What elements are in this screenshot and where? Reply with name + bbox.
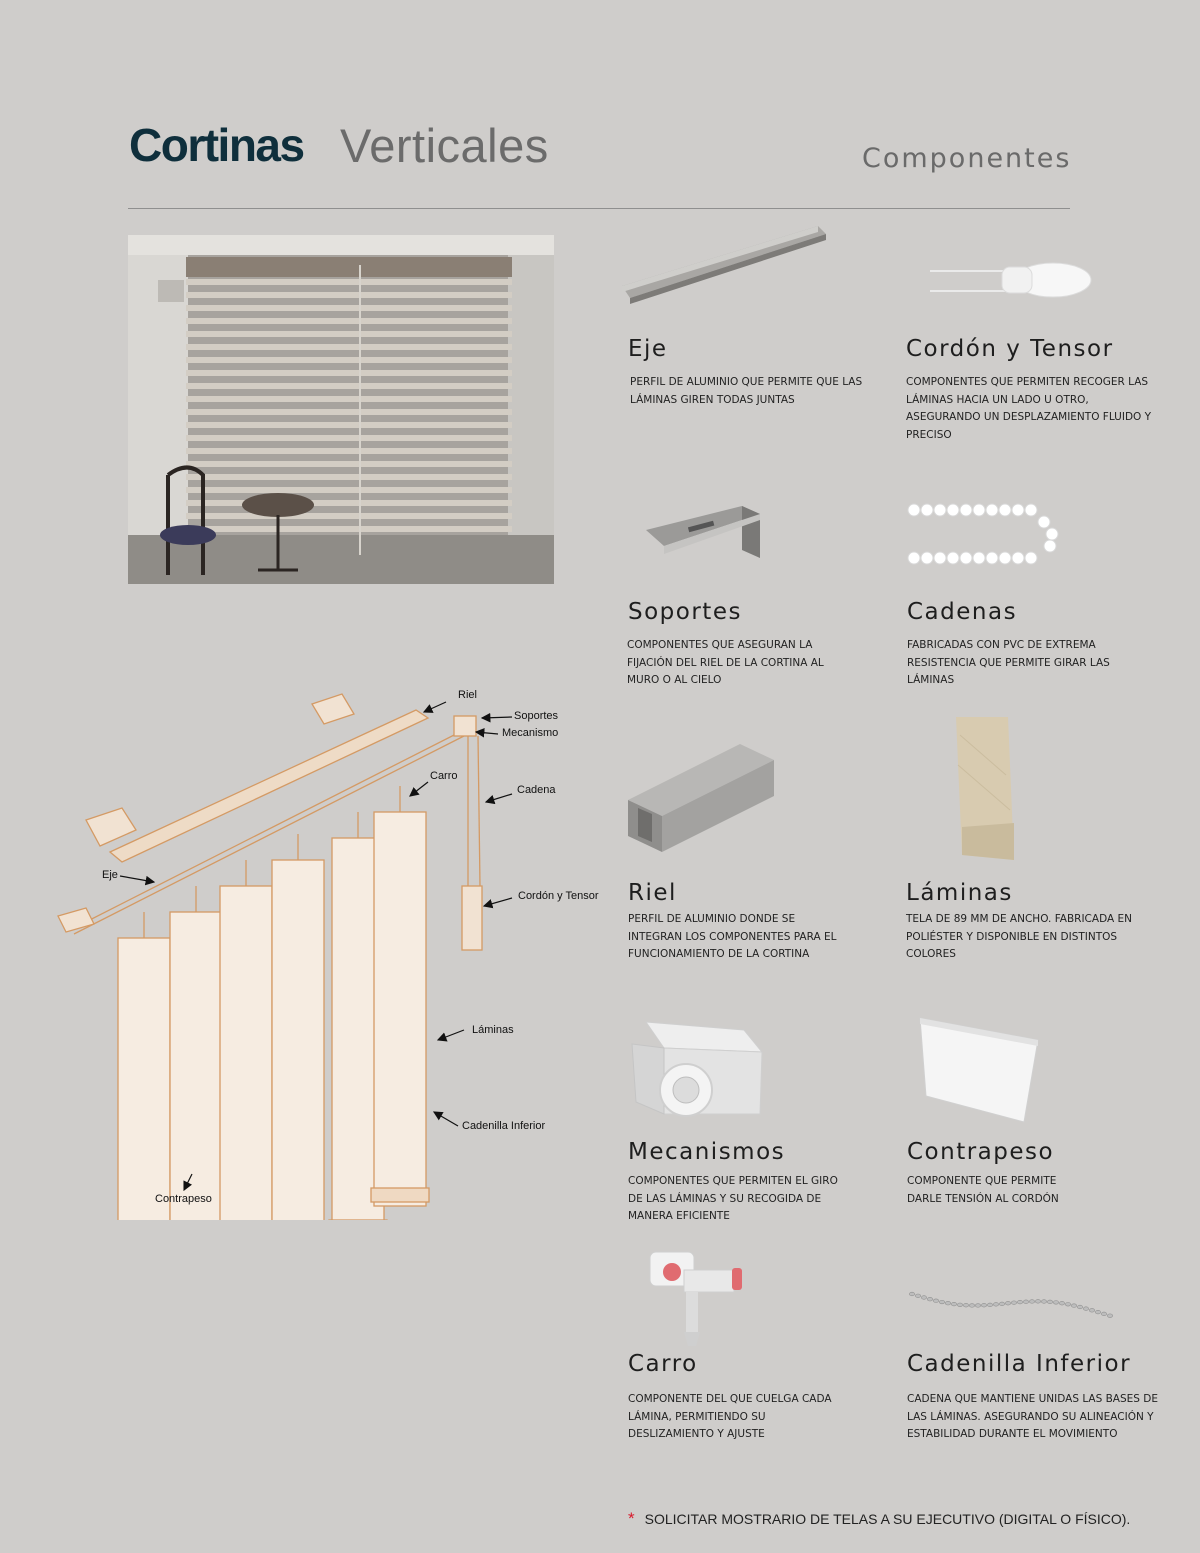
callout-contrapeso: Contrapeso <box>155 1193 212 1205</box>
component-title-riel: Riel <box>628 880 677 906</box>
footer-note-text: SOLICITAR MOSTRARIO DE TELAS A SU EJECUTIVO (DIGITAL O FÍSICO). <box>644 1511 1131 1527</box>
mecanismos-product-icon <box>628 1018 764 1136</box>
component-desc-cadenas: FABRICADAS CON PVC DE EXTREMA RESISTENCIA QUE PERMITE GIRAR LAS LÁMINAS <box>907 639 1110 687</box>
component-desc-contrapeso: COMPONENTE QUE PERMITE DARLE TENSIÓN AL CORDÓN <box>907 1175 1059 1205</box>
exploded-diagram-drawing <box>50 680 610 1220</box>
callout-soportes: Soportes <box>514 710 559 722</box>
component-desc-carro: COMPONENTE DEL QUE CUELGA CADA LÁMINA, PERMITIENDO SU DESLIZAMIENTO Y AJUSTE <box>628 1393 832 1441</box>
eje-product-icon <box>618 220 830 306</box>
room-photo-illustration <box>128 235 554 584</box>
callout-cadena: Cadena <box>517 784 556 796</box>
callout-cadenilla-inferior: Cadenilla Inferior <box>462 1120 546 1132</box>
component-title-carro: Carro <box>628 1351 698 1377</box>
room-photo <box>128 235 554 584</box>
exploded-diagram <box>50 680 610 1220</box>
component-title-cadenas: Cadenas <box>907 599 1018 625</box>
callout-mecanismo: Mecanismo <box>502 727 559 739</box>
carro-product-icon <box>640 1246 748 1348</box>
contrapeso-product-icon <box>914 1014 1042 1126</box>
callout-eje: Eje <box>102 869 118 881</box>
page-title-light: Verticales <box>340 119 549 172</box>
component-desc-soportes: COMPONENTES QUE ASEGURAN LA FIJACIÓN DEL RIEL DE LA CORTINA AL MURO O AL CIELO <box>627 639 824 687</box>
soportes-product-icon <box>642 500 772 562</box>
callout-laminas: Láminas <box>472 1024 514 1036</box>
laminas-product-icon <box>950 715 1026 865</box>
callout-carro: Carro <box>430 770 458 782</box>
component-title-laminas: Láminas <box>906 880 1013 906</box>
component-desc-mecanismos: COMPONENTES QUE PERMITEN EL GIRO DE LAS LÁMINAS Y SU RECOGIDA DE MANERA EFICIENTE <box>628 1175 838 1223</box>
callout-cordon-tensor: Cordón y Tensor <box>518 890 599 902</box>
header-divider <box>128 208 1070 209</box>
page-subtitle: Componentes <box>862 143 1072 174</box>
component-title-cordon-tensor: Cordón y Tensor <box>906 336 1114 362</box>
component-title-eje: Eje <box>628 336 668 362</box>
riel-product-icon <box>628 742 778 854</box>
component-desc-cadenilla-inferior: CADENA QUE MANTIENE UNIDAS LAS BASES DE LAS LÁMINAS. ASEGURANDO SU ALINEACIÓN Y ESTABILIDAD DURANTE EL MOVIMIENTO <box>907 1393 1159 1441</box>
footer-note-asterisk: * <box>628 1509 635 1528</box>
component-title-contrapeso: Contrapeso <box>907 1139 1055 1165</box>
component-title-soportes: Soportes <box>628 599 742 625</box>
component-desc-eje: PERFIL DE ALUMINIO QUE PERMITE QUE LAS LÁMINAS GIREN TODAS JUNTAS <box>630 376 863 406</box>
callout-riel: Riel <box>458 689 477 701</box>
component-title-cadenilla-inferior: Cadenilla Inferior <box>907 1351 1132 1377</box>
component-desc-riel: PERFIL DE ALUMINIO DONDE SE INTEGRAN LOS COMPONENTES PARA EL FUNCIONAMIENTO DE LA CORTINA <box>628 913 837 961</box>
component-title-mecanismos: Mecanismos <box>628 1139 786 1165</box>
footer-note <box>628 1509 1130 1529</box>
cordon-tensor-product-icon <box>928 258 1096 300</box>
cadenilla-inferior-product-icon <box>906 1282 1122 1338</box>
component-desc-laminas: TELA DE 89 MM DE ANCHO. FABRICADA EN POLIÉSTER Y DISPONIBLE EN DISTINTOS COLORES <box>906 913 1132 961</box>
cadenas-product-icon <box>904 496 1060 572</box>
component-desc-cordon-tensor: COMPONENTES QUE PERMITEN RECOGER LAS LÁMINAS HACIA UN LADO U OTRO, ASEGURANDO UN DESPLAZAMIENTO FLUIDO Y PRECISO <box>906 376 1152 441</box>
page-title-bold: Cortinas <box>129 119 304 171</box>
